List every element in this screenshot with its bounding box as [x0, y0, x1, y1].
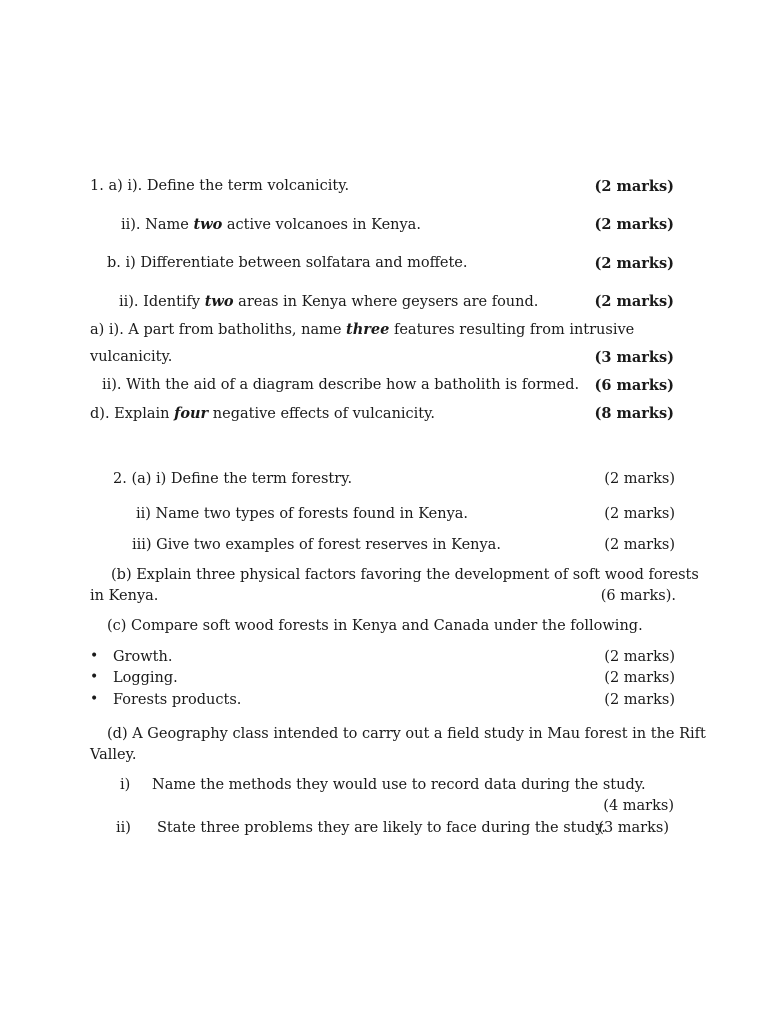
q2-d-i-num: i) [120, 777, 131, 793]
q2-bullet-products: Forests products. [113, 692, 242, 708]
q2-d-i-text: Name the methods they would use to record data during the study. [152, 777, 646, 793]
q2-bullet-logging-marks: (2 marks) [604, 670, 675, 686]
q1-c-i-marks: (3 marks) [594, 349, 674, 366]
q2-bullet-growth-marks: (2 marks) [604, 649, 675, 665]
q2-a-iii-marks: (2 marks) [604, 537, 675, 553]
bullet-icon: • [90, 648, 99, 664]
q2-a-ii-text: ii) Name two types of forests found in Kenya. [136, 506, 469, 522]
q1-b-ii-marks: (2 marks) [594, 293, 674, 310]
q2-a-ii-marks: (2 marks) [604, 506, 675, 522]
q1-c-ii-marks: (6 marks) [594, 377, 674, 394]
q2-d-ii-marks: (3 marks) [598, 820, 669, 836]
q2-bullet-growth: Growth. [113, 649, 173, 665]
q1-c-ii-text: ii). With the aid of a diagram describe how a batholith is formed. [102, 377, 580, 393]
q1-a-ii-text: ii). Name two active volcanoes in Kenya. [121, 216, 421, 233]
q2-d-ii-text: State three problems they are likely to face during the study. [157, 820, 606, 836]
q2-b-text: (b) Explain three physical factors favoring the development of soft wood forests [111, 567, 699, 583]
q2-c-text: (c) Compare soft wood forests in Kenya and Canada under the following. [107, 618, 643, 634]
q1-c-i-text: a) i). A part from batholiths, name three features resulting from intrusive [90, 321, 635, 338]
q2-d-text: (d) A Geography class intended to carry out a field study in Mau forest in the Rift [107, 726, 706, 742]
q1-d-text: d). Explain four negative effects of vulcanicity. [90, 405, 436, 422]
q2-d-continuation: Valley. [90, 747, 137, 763]
q1-b-i-marks: (2 marks) [594, 255, 674, 272]
q2-bullet-products-marks: (2 marks) [604, 692, 675, 708]
q1-c-i-continuation: vulcanicity. [90, 349, 173, 365]
q2-b-marks: (6 marks). [600, 588, 676, 604]
q2-bullet-logging: Logging. [113, 670, 178, 686]
q2-a-i-text: 2. (a) i) Define the term forestry. [113, 471, 353, 487]
q2-d-i-marks: (4 marks) [603, 798, 674, 814]
bullet-icon: • [90, 669, 99, 685]
q1-a-i-marks: (2 marks) [594, 178, 674, 195]
q1-a-i-text: 1. a) i). Define the term volcanicity. [90, 178, 350, 194]
q1-b-ii-text: ii). Identify two areas in Kenya where geysers are found. [119, 293, 539, 310]
q1-d-marks: (8 marks) [594, 405, 674, 422]
q2-d-ii-num: ii) [116, 820, 131, 836]
bullet-icon: • [90, 691, 99, 707]
q1-b-i-text: b. i) Differentiate between solfatara and moffete. [107, 255, 468, 271]
q1-a-ii-marks: (2 marks) [594, 216, 674, 233]
q2-a-iii-text: iii) Give two examples of forest reserves in Kenya. [132, 537, 501, 553]
q2-a-i-marks: (2 marks) [604, 471, 675, 487]
q2-b-continuation: in Kenya. [90, 588, 159, 604]
